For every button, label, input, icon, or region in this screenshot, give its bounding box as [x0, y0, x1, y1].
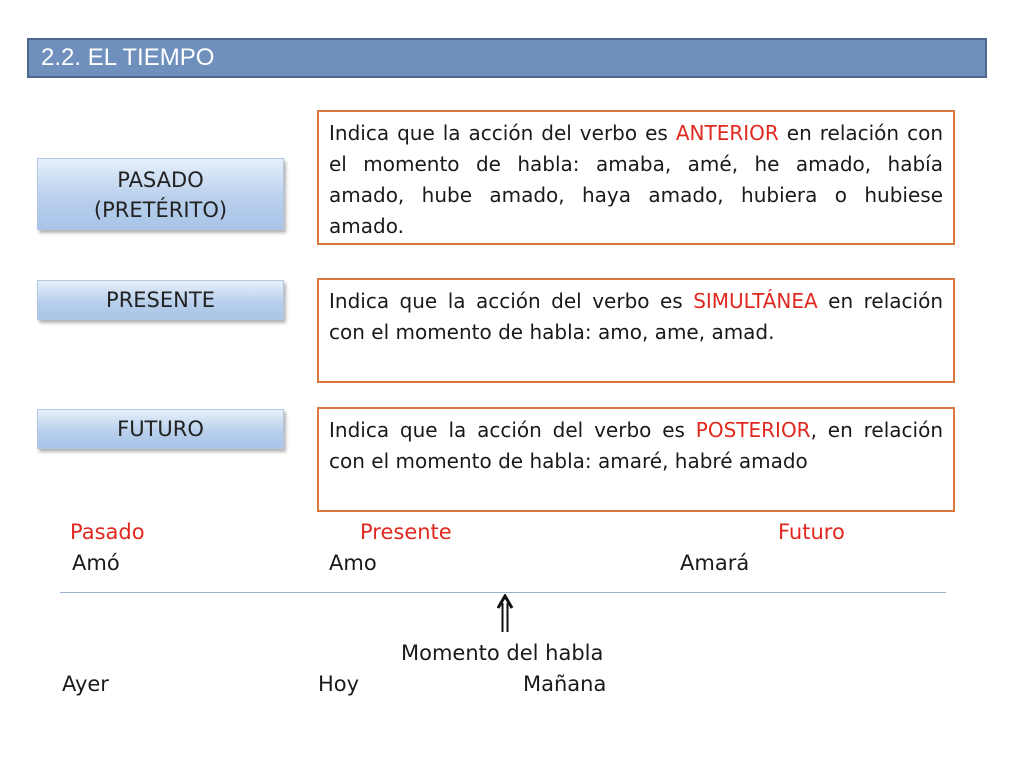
tense-description-presente: [317, 278, 955, 383]
desc-highlight: SIMULTÁNEA: [693, 289, 818, 313]
tense-label-line: FUTURO: [117, 417, 204, 441]
desc-highlight: ANTERIOR: [675, 121, 779, 145]
page-title: 2.2. EL TIEMPO: [27, 38, 987, 78]
tense-description-futuro: [317, 407, 955, 512]
desc-highlight: POSTERIOR: [695, 418, 811, 442]
timeline-verb-future: Amará: [680, 551, 750, 575]
desc-text: , en relación con el momento de habla: amaré, habré amado: [329, 418, 943, 473]
tense-label-line: PRESENTE: [106, 288, 215, 312]
moment-label: Momento del habla: [401, 641, 604, 665]
timeline-axis: [60, 592, 946, 593]
desc-text: Indica que la acción del verbo es: [329, 289, 694, 313]
timeline-heading-futuro: Futuro: [778, 520, 845, 544]
tense-label-presente: [37, 280, 284, 320]
day-manana: Mañana: [523, 672, 607, 696]
timeline-heading-presente: Presente: [360, 520, 452, 544]
tense-label-line: (PRETÉRITO): [93, 198, 228, 222]
desc-text: en relación con el momento de habla: amaba, amé, he amado, había amado, hube amado, haya amado, hubiera o hubiese amado.: [329, 121, 943, 238]
day-hoy: Hoy: [318, 672, 360, 696]
timeline-heading-pasado: Pasado: [70, 520, 145, 544]
tense-description-pasado: [317, 110, 955, 245]
tense-label-line: PASADO: [117, 168, 204, 192]
arrow-up-icon: [490, 594, 520, 634]
desc-text: en relación con el momento de habla: amo, ame, amad.: [329, 289, 943, 344]
desc-text: Indica que la acción del verbo es: [329, 121, 676, 145]
day-ayer: Ayer: [62, 672, 109, 696]
tense-label-futuro: [37, 409, 284, 449]
tense-label-pasado: [37, 158, 284, 230]
desc-text: Indica que la acción del verbo es: [329, 418, 696, 442]
timeline-verb-present: Amo: [329, 551, 377, 575]
timeline-verb-past: Amó: [72, 551, 120, 575]
